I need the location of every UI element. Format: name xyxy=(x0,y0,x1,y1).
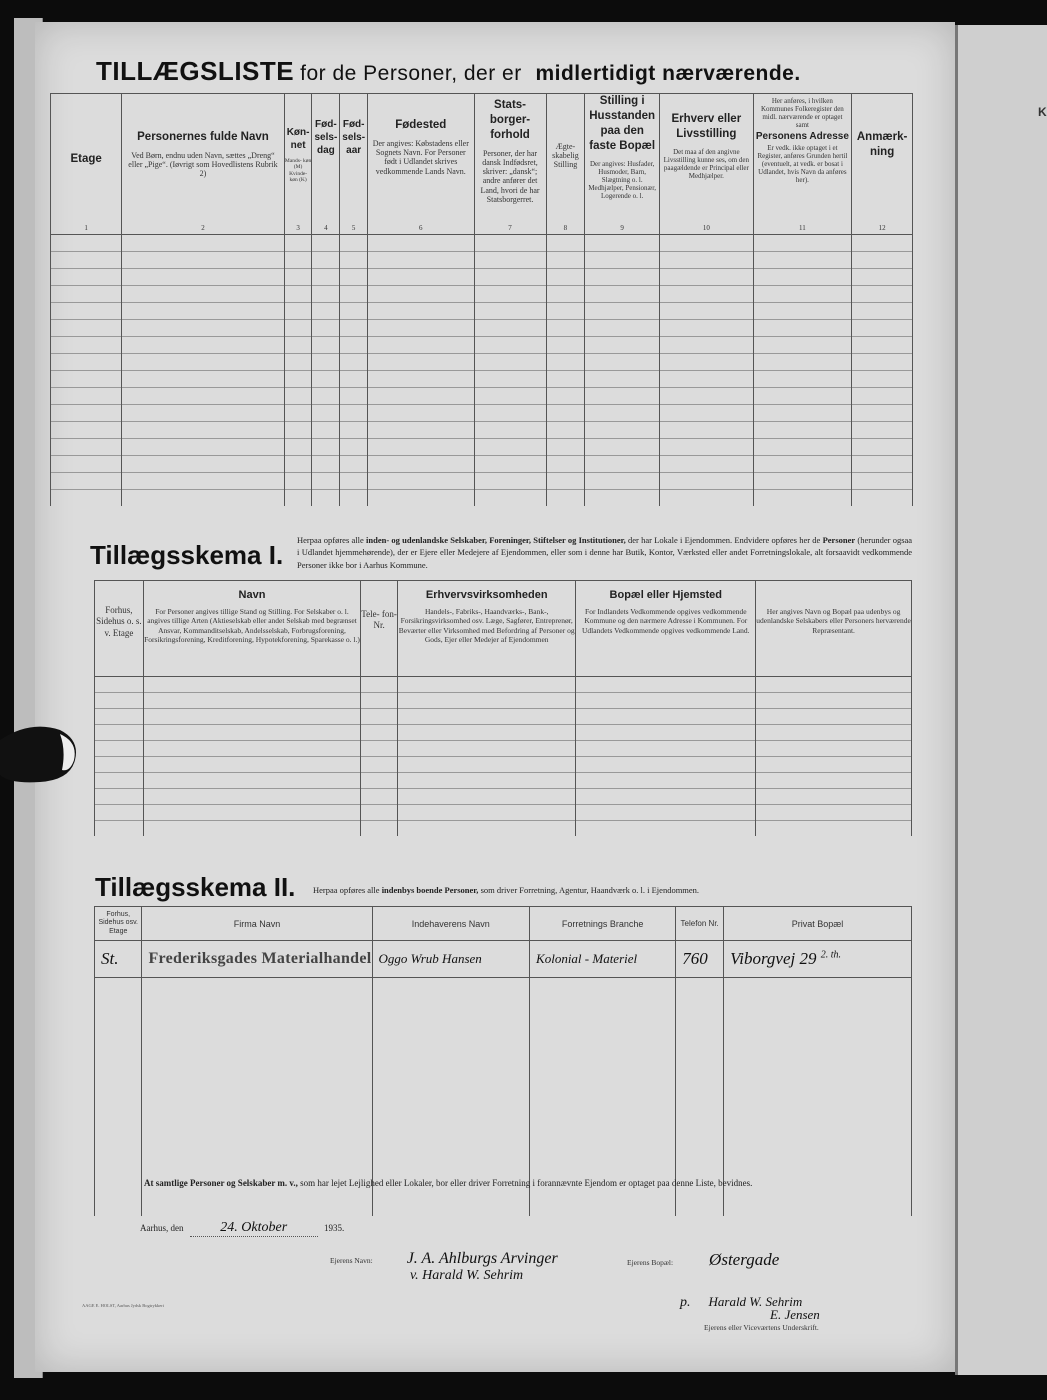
tillaegsliste-title xyxy=(96,56,801,87)
empty-row xyxy=(51,354,913,371)
owner-home-handwritten: Østergade xyxy=(709,1250,780,1269)
col-foedselsdag: Fød- sels- dag 4 xyxy=(312,94,340,235)
s1-col-telefon: Tele- fon- Nr. xyxy=(361,581,398,677)
empty-row xyxy=(51,439,913,456)
date-handwritten: 24. Oktober xyxy=(220,1220,288,1235)
cell-firma: Frederiksgades Materialhandel xyxy=(142,941,372,978)
col-foedested: Fødested Der angives: Købstadens eller Sognets Navn. For Personer født i Udlandet skrives vedkommende Lands Navn. 6 xyxy=(368,94,474,235)
signature-label: Ejerens eller Viceværtens Underskrift. xyxy=(704,1323,819,1332)
bopael-floor: 2. th. xyxy=(820,949,842,961)
owner-name-handwritten: J. A. Ahlburgs Arvinger xyxy=(406,1250,558,1267)
s1-col-bopael: Bopæl eller Hjemsted For Indlandets Vedkommende opgives vedkommende Kommune og den nærmere Adresse i Kommunen. For Udlandets Vedkommende opgives vedkommende Land. xyxy=(576,581,756,677)
skema2-intro: Herpaa opføres alle indenbys boende Personer, som driver Forretning, Agentur, Haandværk o. l. i Ejendommen. xyxy=(313,885,700,895)
empty-row xyxy=(51,388,913,405)
skema2-table xyxy=(94,906,912,1216)
cell-telefon: 760 xyxy=(676,941,724,978)
empty-row xyxy=(51,320,913,337)
tillaegsliste-table xyxy=(50,93,913,506)
empty-row xyxy=(51,337,913,354)
owner-home: Ejerens Bopæl: Østergade xyxy=(627,1250,780,1269)
s1-col-erhverv: Erhvervsvirksomheden Handels-, Fabriks-, Haandværks-, Bank-, Forsikringsvirksomhed osv. Læge, Sagfører, Entreprenør, Beværter eller Virksomhed med Befordring af Personer og Gods, Ejer eller Medejer af Ejendommen xyxy=(397,581,575,677)
skema2-header xyxy=(95,907,912,941)
empty-row xyxy=(95,805,912,821)
cell-etage: St. xyxy=(95,941,142,978)
signature-handwritten-2: E. Jensen xyxy=(770,1307,820,1322)
cell-bopael xyxy=(724,941,912,978)
empty-row xyxy=(95,725,912,741)
title-main: TILLÆGSLISTE xyxy=(96,56,295,86)
col-foedselsaar: Fød- sels- aar 5 xyxy=(340,94,368,235)
empty-row xyxy=(95,789,912,805)
empty-row xyxy=(51,371,913,388)
printer-mark: AAGE E. HOLST, Aarhus Jydsk Bogtrykkeri xyxy=(82,1303,165,1308)
col-koen: Køn- net Mands- køn (M) Kvinde- køn (K) 3 xyxy=(284,94,312,235)
empty-row xyxy=(51,269,913,286)
col-aegteskabelig: Ægte- skabelig Stilling 8 xyxy=(546,94,585,235)
skema1-rows xyxy=(95,677,912,837)
col-anmaerkning: Anmærk- ning 12 xyxy=(852,94,913,235)
col-statsborger: Stats- borger- forhold Personer, der har dansk Indfødsret, skriver: „dansk“; andre anfører det Land, hvori de har Statsborgerret. 7 xyxy=(474,94,546,235)
s1-col-navn: Navn For Personer angives tillige Stand og Stilling. For Selskaber o. l. angives tillige Arten (Aktieselskab eller andet Selskab med begrænset Ansvar, Kommanditselskab, Andelsselskab, Forbrugsforening, Forsikringsforening, Kreditforening, Hypotekforening, Sparekasse o. l.) xyxy=(143,581,360,677)
empty-row xyxy=(95,821,912,837)
col-etage: Etage 1 xyxy=(51,94,122,235)
tillaegsliste-rows xyxy=(51,235,913,507)
col-erhverv: Erhverv eller Livsstilling Det maa af den angivne Livsstilling kunne ses, om den paagældende er Principal eller Medhjælper. 10 xyxy=(660,94,754,235)
empty-row xyxy=(51,456,913,473)
col-navn: Personernes fulde Navn Ved Børn, endnu uden Navn, sættes „Dreng“ eller „Pige“. (Iøvrigt som Hovedlistens Rubrik 2) 2 xyxy=(122,94,285,235)
skema1-header xyxy=(95,581,912,677)
title-sub: for de Personer, der er xyxy=(300,62,522,85)
empty-row xyxy=(51,422,913,439)
table-row xyxy=(95,941,912,978)
bopael-address: Viborgvej 29 xyxy=(730,949,817,968)
empty-row xyxy=(95,677,912,693)
owner-name: Ejerens Navn: J. A. Ahlburgs Arvinger v. Harald W. Sehrim xyxy=(330,1250,630,1284)
title-sub-bold: midlertidigt nærværende. xyxy=(535,62,801,85)
empty-row xyxy=(51,303,913,320)
col-adresse: Her anføres, i hvilken Kommunes Folkeregister den midl. nærværende er optaget samt Personens Adresse Er vedk. ikke optaget i et Register, anføres Grunden hertil (eventuelt, at vedk. er bosat i Udlandet, hvis Navn da anføres her). 11 xyxy=(753,94,852,235)
s2-col-etage: Forhus, Sidehus osv. Etage xyxy=(95,907,142,941)
empty-row xyxy=(95,741,912,757)
empty-row xyxy=(51,286,913,303)
s2-col-telefon: Telefon Nr. xyxy=(676,907,724,941)
skema1-title: Tillægsskema I. xyxy=(90,540,284,570)
empty-row xyxy=(51,473,913,490)
empty-row xyxy=(51,235,913,252)
empty-row xyxy=(51,490,913,507)
skema1-table xyxy=(94,580,912,836)
s2-col-branche: Forretnings Branche xyxy=(530,907,676,941)
empty-row xyxy=(51,252,913,269)
empty-row xyxy=(95,757,912,773)
cell-branche: Kolonial - Materiel xyxy=(530,941,676,978)
s2-col-firma: Firma Navn xyxy=(142,907,372,941)
empty-row xyxy=(51,405,913,422)
skema1-intro: Herpaa opføres alle inden- og udenlandske Selskaber, Foreninger, Stiftelser og Institutioner, der har Lokale i Ejendommen. Endvidere opføres her de Personer (herunder ogsaa i Udlandet hjemmehørende), der er Ejere eller Medejere af Ejendommen, eller som i denne har Butik, Kontor, Værksted eller andet Forretningslokale, alt forsaavidt vedkommende Personer ikke bor i Aarhus Kommune. xyxy=(297,535,913,570)
cell-indehaver: Oggo Wrub Hansen xyxy=(372,941,530,978)
s2-col-indehaver: Indehaverens Navn xyxy=(372,907,530,941)
empty-row xyxy=(95,693,912,709)
place-date: Aarhus, den 24. Oktober 1935. xyxy=(140,1220,345,1235)
empty-row xyxy=(95,773,912,789)
s1-col-repraesentant: Her angives Navn og Bopæl paa udenbys og udenlandske Selskabers eller Personers herværende Repræsentant. xyxy=(756,581,912,677)
signature-block: p. Harald W. Sehrim E. Jensen Ejerens eller Viceværtens Underskrift. xyxy=(680,1293,880,1332)
page-clip-icon xyxy=(0,720,80,790)
s2-col-bopael: Privat Bopæl xyxy=(724,907,912,941)
header-row xyxy=(51,94,913,235)
col-stilling: Stilling i Husstanden paa den faste Bopæl Der angives: Husfader, Husmoder, Barn, Slægtning o. l. Medhjælper, Pensionær, Logerende o. l. 9 xyxy=(585,94,660,235)
owner-name-handwritten-2: v. Harald W. Sehrim xyxy=(410,1268,524,1283)
empty-row xyxy=(95,709,912,725)
signature-handwritten-1: Harald W. Sehrim xyxy=(708,1294,803,1309)
skema2-title: Tillægsskema II. xyxy=(95,872,296,902)
attestation: At samtlige Personer og Selskaber m. v., som har lejet Lejlighed eller Lokaler, bor eller driver Forretning i forannævnte Ejendom er optaget paa denne Liste, bevidnes. xyxy=(144,1178,753,1188)
s1-col-etage: Forhus, Sidehus o. s. v. Etage xyxy=(95,581,144,677)
adjacent-page: K xyxy=(955,25,1047,1375)
